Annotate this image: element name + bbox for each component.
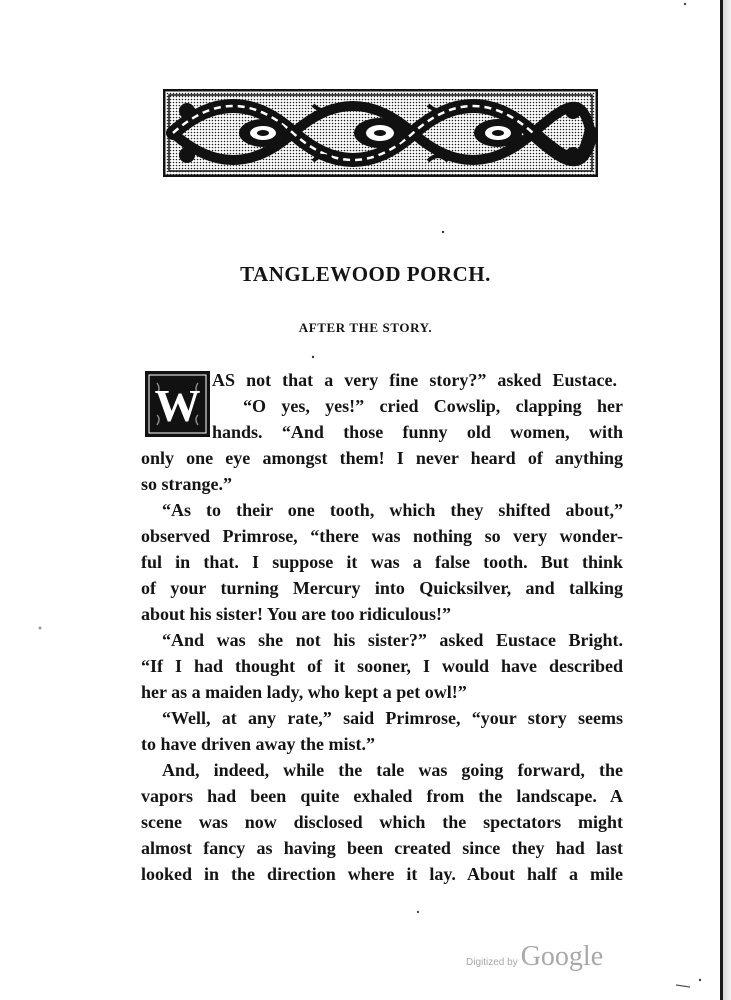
text-line: “As to their one tooth, which they shifted about,” [162, 500, 623, 520]
text-line: about his sister! You are too ridiculous!” [141, 604, 452, 624]
text-line: And, indeed, while the tale was going forward, the [162, 760, 623, 780]
drop-cap-letter: W [154, 380, 201, 431]
drop-cap [145, 371, 210, 437]
text-line: of your turning Mercury into Quicksilver, and talking [141, 578, 623, 598]
ornamental-headpiece [163, 89, 598, 177]
watermark-prefix: Digitized by [466, 957, 518, 968]
page-shadow [723, 0, 731, 1000]
text-line: “And was she not his sister?” asked Eustace Bright. [162, 630, 623, 650]
text-line: to have driven away the mist.” [141, 734, 375, 754]
text-line: “Well, at any rate,” said Primrose, “your story seems [162, 708, 623, 728]
text-line: observed Primrose, “there was nothing so very wonder- [141, 526, 623, 546]
chapter-title: TANGLEWOOD PORCH. [240, 262, 491, 286]
text-line: scene was now disclosed which the spectators might [141, 812, 623, 832]
page-edge [720, 0, 723, 1000]
watermark-brand: Google [520, 941, 604, 972]
text-line: AS not that a very fine story?” asked Eustace. [212, 370, 617, 390]
text-line: vapors had been quite exhaled from the landscape. A [141, 786, 623, 806]
text-line: “O yes, yes!” cried Cowslip, clapping her [243, 396, 623, 416]
text-line: hands. “And those funny old women, with [212, 422, 623, 442]
text-line: only one eye amongst them! I never heard of anything [141, 448, 623, 468]
text-line: “If I had thought of it sooner, I would have described [141, 656, 623, 676]
text-line: almost fancy as having been created since they had last [141, 838, 623, 858]
chapter-subtitle: AFTER THE STORY. [298, 320, 433, 335]
text-line: ful in that. I suppose it was a false tooth. But think [141, 552, 623, 572]
text-line: her as a maiden lady, who kept a pet owl!” [141, 682, 467, 702]
text-line: so strange.” [141, 474, 232, 494]
digitizer-watermark [466, 941, 603, 973]
text-line: looked in the direction where it lay. About half a mile [141, 864, 623, 884]
